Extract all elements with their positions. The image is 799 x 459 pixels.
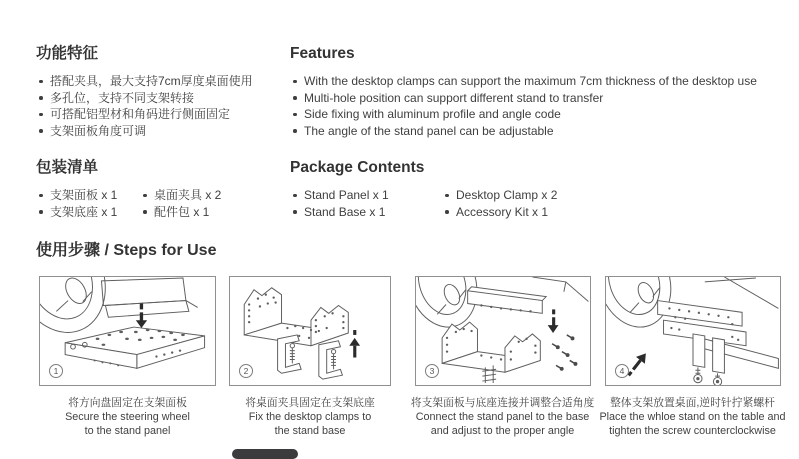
up-right-arrow-icon [624,350,650,379]
list-item: 支架面板角度可调 [36,123,286,140]
up-arrow-icon [349,330,360,357]
step3-caption [402,397,603,438]
step2-illustration [230,277,390,385]
list-item: 搭配夹具，最大支持7cm厚度桌面使用 [36,73,286,90]
list-item: Desktop Clamp x 2 [442,187,557,204]
step-number-badge: 1 [49,364,63,378]
list-item: 配件包 x 1 [140,204,221,221]
step-number-badge: 4 [615,364,629,378]
step2-caption [210,397,410,438]
caption-line-cn: 将支架面板与底座连接并调整合适角度 [410,397,595,409]
caption-line-cn: 将方向盘固定在支架面板 [68,397,187,409]
step-number-badge: 3 [425,364,439,378]
caption-line-en: Connect the stand panel to the base [415,410,590,423]
list-item: Stand Panel x 1 [290,187,442,204]
package-en-title: Package Contents [290,159,425,176]
package-cn-title: 包装清单 [36,159,99,176]
caption-line-cn: 将桌面夹具固定在支架底座 [245,397,375,409]
list-item: With the desktop clamps can support the maximum 7cm thickness of the desktop use [290,73,795,90]
list-item: Side fixing with aluminum profile and angle code [290,106,795,123]
caption-line-en: and adjust to the proper angle [430,424,575,437]
list-item: The angle of the stand panel can be adjustable [290,123,795,140]
features-en-list [290,73,795,139]
list-item: 支架底座 x 1 [36,204,140,221]
package-en-col1 [290,187,442,220]
step1-caption [27,397,228,438]
caption-line-en: to the stand panel [84,424,171,437]
bottom-pill [232,449,298,459]
list-item: Stand Base x 1 [290,204,442,221]
step3-illustration [416,277,590,385]
step1-figure [39,276,216,386]
section-features-en [290,44,795,139]
step2-figure [229,276,391,386]
section-package-en [290,158,690,220]
package-cn-col2 [140,187,221,220]
step4-caption [592,397,793,438]
down-arrow-icon [548,309,559,333]
list-item: Accessory Kit x 1 [442,204,557,221]
step4-illustration [606,277,780,385]
caption-line-en: Place the whloe stand on the table and [599,410,786,423]
section-features-cn [36,44,286,139]
step1-illustration [40,277,215,385]
caption-line-cn: 整体支架放置桌面,逆时针拧紧螺杆 [610,397,775,409]
list-item: 可搭配铝型材和角码进行侧面固定 [36,106,286,123]
step-number-badge: 2 [239,364,253,378]
caption-line-en: tighten the screw counterclockwise [609,424,776,437]
steps-title: 使用步骤 / Steps for Use [36,242,217,259]
list-item: 桌面夹具 x 2 [140,187,221,204]
features-cn-title: 功能特征 [36,45,99,62]
step3-figure [415,276,591,386]
caption-line-en: Fix the desktop clamps to [248,410,372,423]
features-en-title: Features [290,45,355,62]
caption-line-en: Secure the steering wheel [65,410,190,423]
list-item: 支架面板 x 1 [36,187,140,204]
list-item: 多孔位，支持不同支架转接 [36,90,286,107]
screws [552,335,577,370]
package-en-col2 [442,187,557,220]
down-arrow-icon [136,304,147,329]
package-cn-col1 [36,187,140,220]
features-cn-list [36,73,286,139]
caption-line-en: the stand base [274,424,346,437]
step4-figure [605,276,781,386]
list-item: Multi-hole position can support different stand to transfer [290,90,795,107]
section-package-cn [36,158,286,220]
